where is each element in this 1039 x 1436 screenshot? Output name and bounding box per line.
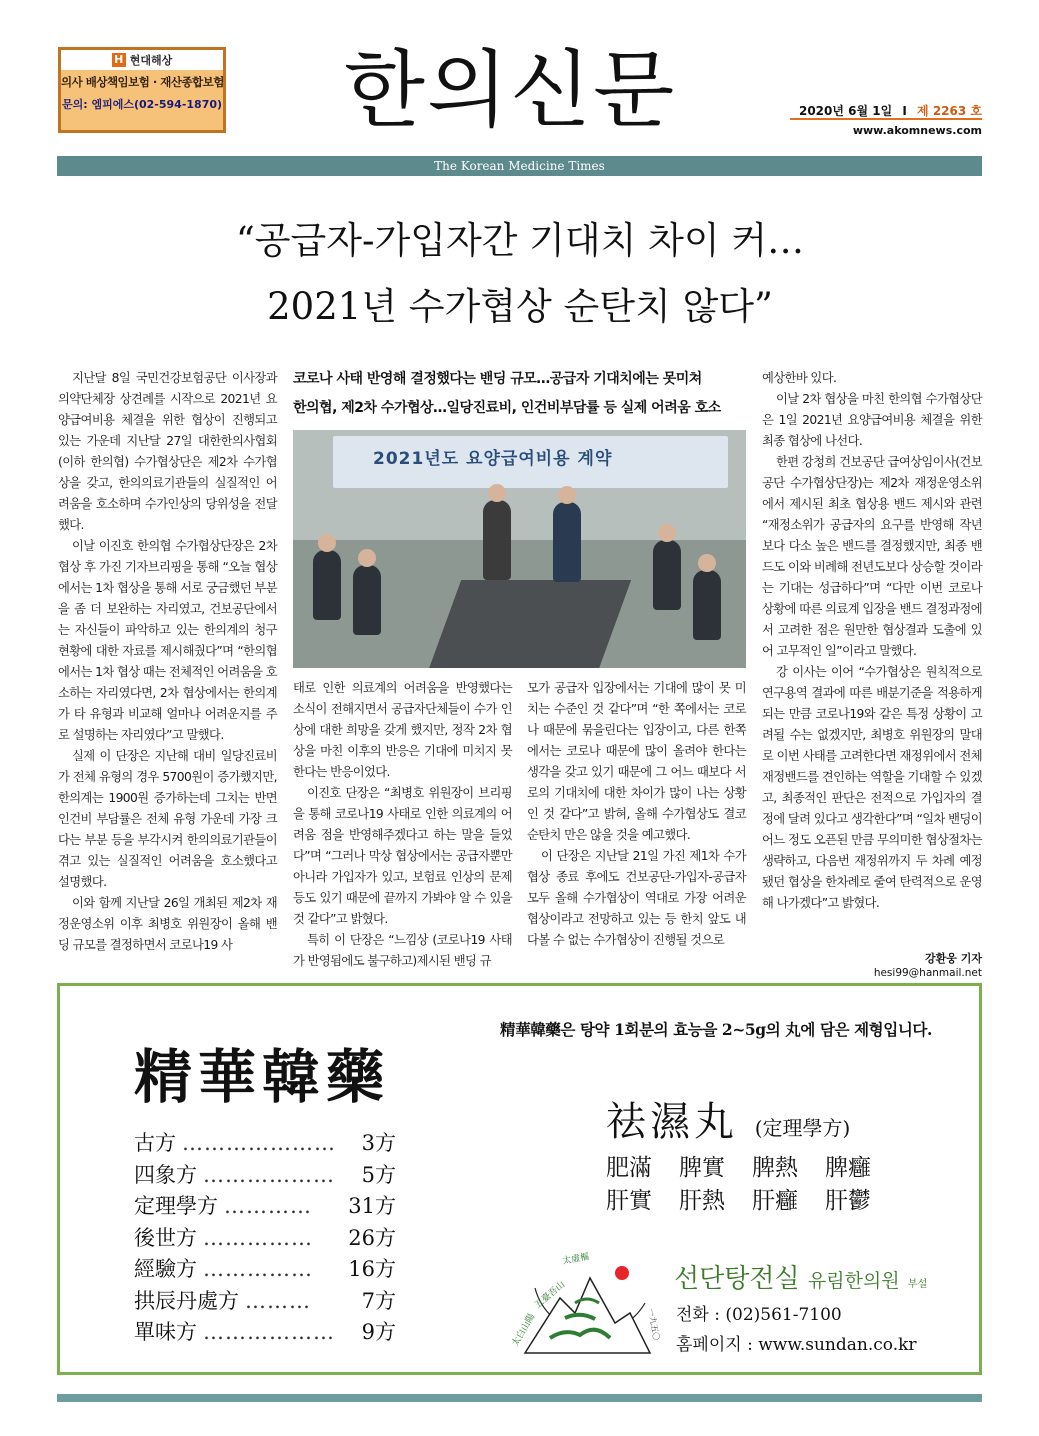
headline-line-2: 2021년 수가협상 순탄치 않다” bbox=[267, 285, 773, 328]
category-leader: ……………… bbox=[203, 1162, 335, 1187]
article-column-3 bbox=[527, 678, 746, 951]
photo-person bbox=[483, 500, 511, 580]
ad-tagline: 精華韓藥은 탕약 1회분의 효능을 2~5g의 丸에 담은 제형입니다. bbox=[500, 1020, 932, 1039]
category-leader: ……………… bbox=[203, 1320, 335, 1344]
indication-row bbox=[606, 1185, 898, 1218]
indication-row bbox=[606, 1152, 898, 1185]
sun-icon bbox=[615, 1266, 629, 1280]
paragraph: 특히 이 단장은 “느낌상 (코로나19 사태가 반영됨에도 불구하고)제시된 밴딩 규 bbox=[293, 933, 512, 968]
category-name: 四象方 bbox=[134, 1162, 197, 1187]
paragraph: 실제 이 단장은 지난해 대비 일당진료비가 전체 유형의 경우 5700원이 증가했지만, 한의계는 1900원 증가하는데 그치는 반면 인건비 부담률은 전체 유형 가운데 가장 크다는 부분 등을 부각시켜 한의의료기관들이 겪고 있는 실질적인 어려움을 호소했다고 설명했다. bbox=[58, 749, 277, 889]
paragraph: 이진호 단장은 “최병호 위원장이 브리핑을 통해 코로나19 사태로 인한 의료계의 어려움 점을 반영해주겠다고 하는 말을 들었다”며 “그러나 막상 협상에서는 공급자뿐만 아니라 가입자가 있고, 보험료 인상의 문제 등도 있기 때문에 끝까지 가봐야 알 수 있을 것 같다”고 밝혔다. bbox=[293, 786, 512, 926]
paragraph: 이와 함께 지난달 26일 개최된 제2차 재정운영소위 이후 최병호 위원장이 올해 밴딩 규모를 결정하면서 코로나19 사 bbox=[58, 896, 277, 952]
list-item bbox=[134, 1191, 396, 1223]
category-name: 古方 bbox=[134, 1131, 176, 1155]
photo-person-head bbox=[488, 484, 506, 502]
paragraph: 이 단장은 지난달 21일 가진 제1차 수가협상 종료 후에도 건보공단-가입자-공급자 모두 올해 수가협상이 역대로 가장 어려운 협상이라고 전망하고 있는 등 한치 앞도 내다볼 수 없는 수가협상이 진행될 것으로 bbox=[527, 849, 746, 947]
paragraph: 이날 이진호 한의협 수가협상단장은 2차 협상 후 가진 기자브리핑을 통해 “오늘 협상에서는 1차 협상을 통해 서로 궁금했던 부분을 좀 더 보완하는 자리였고, 건보공단에서는 자신들이 파악하고 있는 한의계의 청구현황에 대한 자료를 제시해줬다”며 “한의협에서는 1차 협상 때는 전체적인 어려움을 호소하는 자리였다면, 2차 협상에서는 한의계가 타 유형과 비교해 얼마나 어려운지를 주로 설명하는 자리였다”고 말했다. bbox=[58, 539, 277, 742]
insurance-products: 의사 배상책임보험 · 재산종합보험 bbox=[61, 75, 224, 89]
logo-text-left: 太白山陽 bbox=[510, 1312, 538, 1349]
byline-name: 강환웅 기자 bbox=[925, 952, 982, 965]
category-count: 3方 bbox=[361, 1131, 396, 1155]
ad-product-name bbox=[606, 1090, 850, 1147]
list-item bbox=[134, 1128, 396, 1160]
photo-person bbox=[313, 550, 341, 620]
category-count: 31方 bbox=[348, 1194, 396, 1218]
issue-number: 제 2263 호 bbox=[917, 104, 982, 118]
issue-date: 2020년 6월 1일 bbox=[798, 104, 893, 118]
logo-text-mid: 五臺吾山 bbox=[533, 1279, 568, 1311]
photo-person-head bbox=[698, 554, 716, 572]
clinic-name bbox=[674, 1258, 927, 1295]
photo-person bbox=[353, 565, 381, 635]
article-headline bbox=[60, 208, 980, 340]
photo-person-head bbox=[558, 486, 576, 504]
indication: 脾實 bbox=[679, 1155, 725, 1181]
indication: 脾熱 bbox=[752, 1155, 798, 1181]
indication: 肝熱 bbox=[679, 1188, 725, 1214]
paragraph: 예상한바 있다. bbox=[762, 371, 837, 385]
dateline-divider bbox=[790, 118, 982, 120]
article-column-1 bbox=[58, 368, 277, 956]
indication: 肝鬱 bbox=[825, 1188, 871, 1214]
indication: 肥滿 bbox=[606, 1155, 652, 1181]
ad-indications bbox=[606, 1152, 898, 1218]
list-item bbox=[134, 1254, 396, 1286]
category-leader: …………… bbox=[203, 1225, 313, 1250]
article-column-2 bbox=[293, 678, 512, 972]
list-item bbox=[134, 1286, 396, 1318]
paragraph: 한편 강청희 건보공단 급여상임이사(건보공단 수가협상단장)는 제2차 재정운영소위에서 제시된 최초 협상용 밴드 제시와 관련 “재정소위가 공급자의 요구를 반영해 작년보다 다소 높은 밴드를 결정했지만, 최종 밴드도 이와 비례해 전년도보다 상승할 것이라는 기대는 성급하다”며 “다만 이번 코로나 상황에 따른 의료계 입장을 밴드 결정과정에서 고려한 점은 원만한 협상결과 도출에 있어 고무적인 일”이라고 말했다. bbox=[762, 455, 982, 658]
indication: 脾癰 bbox=[825, 1155, 871, 1181]
clinic-subtitle: 유림한의원 bbox=[807, 1270, 900, 1292]
mountain-logo-icon bbox=[505, 1243, 665, 1361]
logo-text-right: 一九五〇 bbox=[646, 1307, 661, 1341]
insurance-brand-row bbox=[61, 50, 223, 70]
paragraph: 지난달 8일 국민건강보험공단 이사장과 의약단체장 상견례를 시작으로 2021년 요양급여비용 체결을 위한 협상이 진행되고 있는 가운데 지난달 27일 대한한의사협회(이하 한의협) 수가협상단은 제2차 수가협상을 갖고, 한의의료기관들의 실질적인 어려움을 호소하며 수가인상의 당위성을 전달했다. bbox=[58, 371, 277, 532]
category-name: 拱辰丹處方 bbox=[134, 1288, 239, 1313]
category-leader: ………………… bbox=[182, 1131, 336, 1155]
dateline bbox=[790, 102, 982, 119]
category-leader: ………… bbox=[224, 1194, 312, 1218]
insurance-contact: 문의: 엠피에스(02-594-1870) bbox=[61, 98, 223, 111]
list-item bbox=[134, 1223, 396, 1255]
dateline-separator: I bbox=[902, 104, 907, 118]
ad-brand-title: 精華韓藥 bbox=[134, 1043, 391, 1111]
logo-text-top: 太虛樞 bbox=[561, 1252, 591, 1267]
byline-email[interactable]: hesi99@hanmail.net bbox=[873, 967, 982, 979]
footer-bar bbox=[57, 1394, 982, 1402]
clinic-title: 선단탕전실 bbox=[674, 1264, 800, 1294]
paragraph: 강 이사는 이어 “수가협상은 원칙적으로 연구용역 결과에 따른 배분기준을 적용하게 되는 만큼 코로나19와 같은 특정 상황이 고려될 수는 없겠지만, 최병호 위원장의 말대로 이번 사태를 고려한다면 재정위에서 전체 재정밴드를 견인하는 역할을 기대할 수 있겠고, 최종적인 판단은 전적으로 가입자의 결정에 달려 있다고 생각한다”며 “일차 밴딩이 어느 정도 오픈된 만큼 무의미한 협상절차는 생략하고, 다음번 재정위까지 두 차례 예정됐던 협상을 한차례로 줄여 탄력적으로 운영해 나가겠다”고 밝혔다. bbox=[762, 665, 982, 910]
category-name: 定理學方 bbox=[134, 1194, 218, 1218]
paragraph: 모가 공급자 입장에서는 기대에 많이 못 미치는 수준인 것 같다”며 “한 쪽에서는 코로나 때문에 묶을린다는 입장이고, 다른 한쪽에서는 코로나 때문에 많이 올려야 한다는 생각을 갖고 있기 때문에 그 어느 때보다 서로의 기대치에 대한 차이가 많이 나는 상황인 것 같다”고 밝혀, 올해 수가협상도 결코 순탄치 만은 않을 것을 예고했다. bbox=[527, 681, 746, 842]
ad-category-list bbox=[134, 1128, 396, 1349]
clinic-homepage[interactable]: 홈페이지 : www.sundan.co.kr bbox=[676, 1335, 917, 1355]
english-title-band: The Korean Medicine Times bbox=[57, 156, 982, 176]
category-count: 26方 bbox=[348, 1225, 396, 1250]
article-subhead-2: 한의협, 제2차 수가협상…일당진료비, 인건비부담률 등 실제 어려움 호소 bbox=[293, 400, 721, 416]
insurance-brand: 현대해상 bbox=[129, 54, 173, 67]
article-photo bbox=[293, 430, 746, 668]
article-column-4 bbox=[762, 368, 982, 914]
article-subhead-1: 코로나 사태 반영해 결정했다는 밴딩 규모…공급자 기대치에는 못미쳐 bbox=[293, 371, 702, 387]
category-count: 5方 bbox=[361, 1162, 396, 1187]
paragraph: 이날 2차 협상을 마친 한의협 수가협상단은 1일 2021년 요양급여비용 체결을 위한 최종 협상에 나선다. bbox=[762, 392, 982, 448]
photo-person-head bbox=[358, 549, 376, 567]
website-link[interactable]: www.akomnews.com bbox=[852, 124, 982, 137]
photo-person bbox=[693, 570, 721, 640]
category-name: 經驗方 bbox=[134, 1257, 197, 1281]
category-count: 9方 bbox=[361, 1320, 396, 1344]
indication: 肝癰 bbox=[752, 1188, 798, 1214]
photo-table bbox=[425, 580, 631, 668]
photo-person-head bbox=[318, 534, 336, 552]
insurance-ad[interactable] bbox=[58, 47, 226, 133]
photo-person bbox=[653, 540, 681, 610]
category-leader: ……… bbox=[245, 1288, 311, 1313]
product-subtitle: (定理學方) bbox=[754, 1116, 851, 1140]
clinic-affiliate: 부설 bbox=[907, 1279, 928, 1290]
article-byline bbox=[820, 950, 982, 979]
hyundai-logo-icon: H bbox=[112, 53, 126, 67]
photo-person bbox=[553, 502, 581, 582]
list-item bbox=[134, 1317, 396, 1349]
category-count: 7方 bbox=[361, 1288, 396, 1313]
category-leader: …………… bbox=[203, 1257, 313, 1281]
paragraph: 태로 인한 의료계의 어려움을 반영했다는 소식이 전해지면서 공급자단체들이 수가 인상에 대한 희망을 갖게 했지만, 정작 2차 협상을 마친 이후의 반응은 기대에 미치지 못한다는 반응이었다. bbox=[293, 681, 512, 779]
category-name: 單味方 bbox=[134, 1320, 197, 1344]
product-title: 祛濕丸 bbox=[606, 1099, 738, 1145]
photo-banner-text: 2021년도 요양급여비용 계약 bbox=[373, 449, 613, 469]
masthead-title: 한의신문 bbox=[343, 41, 677, 139]
category-name: 後世方 bbox=[134, 1225, 197, 1250]
photo-person-head bbox=[658, 524, 676, 542]
category-count: 16方 bbox=[348, 1257, 396, 1281]
headline-line-1: “공급자-가입자간 기대치 차이 커… bbox=[235, 219, 805, 262]
list-item bbox=[134, 1160, 396, 1192]
indication: 肝實 bbox=[606, 1188, 652, 1214]
clinic-phone[interactable]: 전화 : (02)561-7100 bbox=[676, 1305, 842, 1325]
